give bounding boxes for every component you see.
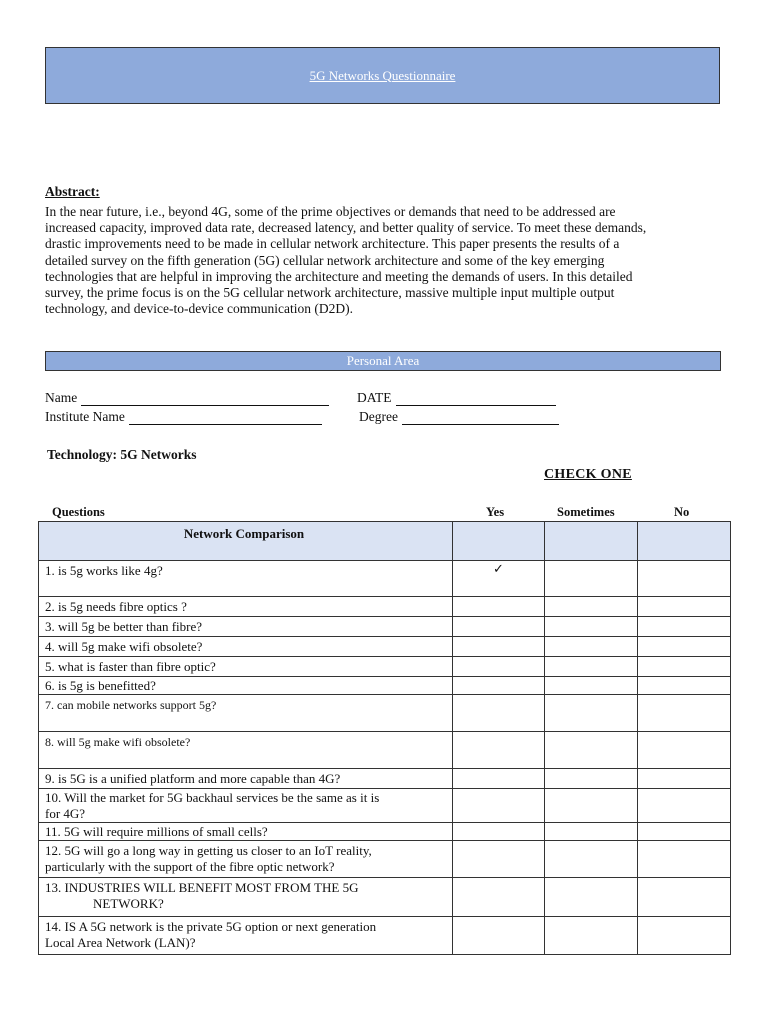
no-cell[interactable] [638, 597, 731, 617]
question-text: 7. can mobile networks support 5g? [39, 695, 453, 732]
yes-column-header: Yes [486, 505, 505, 519]
no-cell[interactable] [638, 695, 731, 732]
section-title: Network Comparison [39, 522, 453, 561]
abstract-text [45, 204, 725, 317]
question-text: 4. will 5g make wifi obsolete? [39, 637, 453, 657]
question-text: 9. is 5G is a unified platform and more capable than 4G? [39, 769, 453, 789]
no-column-header: No [674, 505, 690, 519]
yes-cell[interactable] [453, 617, 545, 637]
abstract-line: technologies that are helpful in improving the architecture and meeting the demands of users. In this detailed [45, 268, 633, 284]
question-text [39, 789, 453, 823]
title-banner [45, 47, 720, 104]
sometimes-cell[interactable] [545, 597, 638, 617]
question-line: 10. Will the market for 5G backhaul services be the same as it is [45, 790, 380, 805]
yes-cell[interactable] [453, 597, 545, 617]
date-label: DATE [357, 390, 392, 405]
name-label: Name [45, 390, 78, 405]
date-field[interactable] [357, 390, 556, 406]
question-text: 1. is 5g works like 4g? [39, 561, 453, 597]
abstract-line: detailed survey on the fifth generation (5G) cellular network architecture and some of the key emerging [45, 252, 605, 268]
sometimes-cell [545, 522, 638, 561]
yes-cell[interactable] [453, 695, 545, 732]
table-row [39, 823, 731, 841]
table-row [39, 561, 731, 597]
section-row [39, 522, 731, 561]
yes-cell[interactable] [453, 732, 545, 769]
no-cell[interactable] [638, 617, 731, 637]
question-line: NETWORK? [93, 896, 164, 911]
yes-cell[interactable] [453, 917, 545, 955]
no-cell[interactable] [638, 732, 731, 769]
yes-cell[interactable] [453, 789, 545, 823]
abstract-line: drastic improvements need to be made in cellular network architecture. This paper presents the results of a [45, 236, 620, 252]
personal-area-title: Personal Area [346, 353, 420, 368]
table-row [39, 695, 731, 732]
degree-label: Degree [359, 409, 398, 424]
sometimes-cell[interactable] [545, 617, 638, 637]
question-text [39, 878, 453, 917]
yes-cell[interactable] [453, 823, 545, 841]
institute-label: Institute Name [45, 409, 125, 424]
table-row [39, 841, 731, 878]
table-row [39, 789, 731, 823]
sometimes-cell[interactable] [545, 917, 638, 955]
sometimes-cell[interactable] [545, 823, 638, 841]
no-cell[interactable] [638, 917, 731, 955]
technology-label: Technology: 5G Networks [47, 447, 197, 462]
questionnaire-table [38, 521, 731, 955]
check-one-heading: CHECK ONE [544, 467, 632, 482]
question-line: 13. INDUSTRIES WILL BENEFIT MOST FROM THE 5G [45, 880, 359, 895]
question-text [39, 917, 453, 955]
institute-input-line[interactable] [129, 411, 322, 425]
yes-cell[interactable] [453, 657, 545, 677]
sometimes-column-header: Sometimes [557, 505, 615, 519]
questions-column-header: Questions [52, 505, 105, 519]
abstract-line: increased capacity, improved data rate, decreased latency, and better quality of service. To meet these demands, [45, 220, 647, 236]
table-row [39, 769, 731, 789]
abstract-line: In the near future, i.e., beyond 4G, some of the prime objectives or demands that need to be addressed are [45, 204, 616, 219]
degree-input-line[interactable] [402, 411, 559, 425]
sometimes-cell[interactable] [545, 789, 638, 823]
no-cell[interactable] [638, 769, 731, 789]
question-text: 3. will 5g be better than fibre? [39, 617, 453, 637]
no-cell[interactable] [638, 637, 731, 657]
sometimes-cell[interactable] [545, 637, 638, 657]
sometimes-cell[interactable] [545, 732, 638, 769]
yes-cell[interactable] [453, 637, 545, 657]
table-row [39, 917, 731, 955]
no-cell[interactable] [638, 677, 731, 695]
sometimes-cell[interactable] [545, 657, 638, 677]
no-cell[interactable] [638, 823, 731, 841]
no-cell[interactable] [638, 878, 731, 917]
question-text: 6. is 5g is benefitted? [39, 677, 453, 695]
sometimes-cell[interactable] [545, 561, 638, 597]
sometimes-cell[interactable] [545, 878, 638, 917]
yes-cell[interactable] [453, 769, 545, 789]
personal-area-header [45, 351, 721, 371]
table-row [39, 732, 731, 769]
question-line: for 4G? [45, 806, 86, 821]
no-cell[interactable] [638, 789, 731, 823]
abstract-line: technology, and device-to-device communication (D2D). [45, 301, 354, 317]
no-cell [638, 522, 731, 561]
question-line: Local Area Network (LAN)? [45, 935, 196, 950]
name-input-line[interactable] [81, 392, 329, 406]
table-row [39, 677, 731, 695]
question-text: 2. is 5g needs fibre optics ? [39, 597, 453, 617]
no-cell[interactable] [638, 657, 731, 677]
question-text: 8. will 5g make wifi obsolete? [39, 732, 453, 769]
sometimes-cell[interactable] [545, 769, 638, 789]
yes-cell[interactable] [453, 878, 545, 917]
question-line: particularly with the support of the fibre optic network? [45, 859, 335, 874]
abstract-heading: Abstract: [45, 184, 100, 199]
document-title: 5G Networks Questionnaire [309, 67, 456, 83]
question-line: 12. 5G will go a long way in getting us closer to an IoT reality, [45, 843, 372, 858]
institute-field[interactable] [45, 409, 322, 425]
name-field[interactable] [45, 390, 329, 406]
question-text: 5. what is faster than fibre optic? [39, 657, 453, 677]
question-text: 11. 5G will require millions of small cells? [39, 823, 453, 841]
question-line: 14. IS A 5G network is the private 5G option or next generation [45, 919, 377, 934]
yes-cell[interactable] [453, 561, 545, 597]
sometimes-cell[interactable] [545, 695, 638, 732]
table-row [39, 597, 731, 617]
date-input-line[interactable] [396, 392, 556, 406]
check-mark-icon: ✓ [493, 561, 504, 576]
yes-cell[interactable] [453, 841, 545, 878]
question-text [39, 841, 453, 878]
no-cell[interactable] [638, 841, 731, 878]
degree-field[interactable] [359, 409, 559, 425]
table-row [39, 617, 731, 637]
yes-cell[interactable] [453, 677, 545, 695]
sometimes-cell[interactable] [545, 677, 638, 695]
table-row [39, 878, 731, 917]
sometimes-cell[interactable] [545, 841, 638, 878]
no-cell[interactable] [638, 561, 731, 597]
abstract-line: survey, the prime focus is on the 5G cellular network architecture, massive multiple input multiple output [45, 285, 615, 301]
table-row [39, 657, 731, 677]
table-row [39, 637, 731, 657]
yes-cell [453, 522, 545, 561]
